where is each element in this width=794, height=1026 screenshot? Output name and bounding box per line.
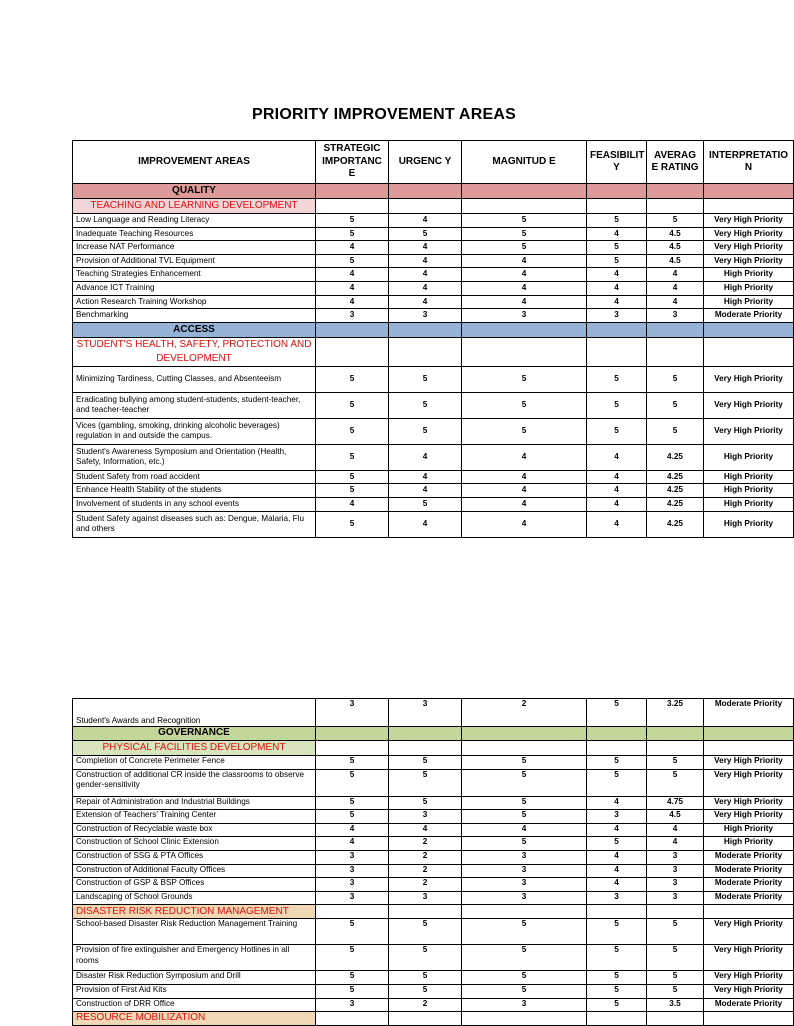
header-row — [73, 141, 794, 184]
interpretation-cell: Very High Priority — [704, 796, 794, 810]
feasibility-cell: 4 — [587, 864, 647, 878]
area-cell: Enhance Health Stability of the students — [73, 484, 316, 498]
strategic-importance-cell: 4 — [316, 837, 389, 851]
average-rating-cell: 4.25 — [647, 484, 704, 498]
urgency-cell: 3 — [389, 810, 462, 824]
area-cell: Student Safety from road accident — [73, 470, 316, 484]
magnitude-cell: 5 — [462, 810, 587, 824]
interpretation-cell: High Priority — [704, 268, 794, 282]
area-cell: Low Language and Reading Literacy — [73, 214, 316, 228]
subsection-drrm: DISASTER RISK REDUCTION MANAGEMENT — [73, 905, 316, 919]
area-cell: Teaching Strategies Enhancement — [73, 268, 316, 282]
header-urgency: URGENC Y — [389, 141, 462, 184]
average-rating-cell: 4.25 — [647, 497, 704, 511]
magnitude-cell: 5 — [462, 392, 587, 418]
feasibility-cell: 5 — [587, 254, 647, 268]
area-cell: Minimizing Tardiness, Cutting Classes, and Absenteeism — [73, 366, 316, 392]
area-cell: Construction of Additional Faculty Offices — [73, 864, 316, 878]
average-rating-cell: 5 — [647, 945, 704, 971]
average-rating-cell: 4 — [647, 295, 704, 309]
average-rating-cell: 5 — [647, 392, 704, 418]
feasibility-cell: 5 — [587, 699, 647, 727]
magnitude-cell: 5 — [462, 945, 587, 971]
average-rating-cell: 5 — [647, 418, 704, 444]
subsection-resource: RESOURCE MOBILIZATION — [73, 1012, 316, 1026]
magnitude-cell: 3 — [462, 850, 587, 864]
interpretation-cell: Moderate Priority — [704, 878, 794, 892]
subsection-teaching: TEACHING AND LEARNING DEVELOPMENT — [73, 199, 316, 214]
interpretation-cell: Very High Priority — [704, 919, 794, 945]
magnitude-cell: 4 — [462, 444, 587, 470]
strategic-importance-cell: 4 — [316, 823, 389, 837]
strategic-importance-cell: 5 — [316, 392, 389, 418]
area-cell: Repair of Administration and Industrial Buildings — [73, 796, 316, 810]
feasibility-cell: 5 — [587, 241, 647, 255]
area-cell: Involvement of students in any school events — [73, 497, 316, 511]
area-cell: Advance ICT Training — [73, 281, 316, 295]
average-rating-cell: 5 — [647, 919, 704, 945]
strategic-importance-cell: 5 — [316, 470, 389, 484]
table-row — [73, 227, 794, 241]
interpretation-cell: High Priority — [704, 444, 794, 470]
table-row — [73, 769, 794, 796]
urgency-cell: 3 — [389, 699, 462, 727]
urgency-cell: 5 — [389, 919, 462, 945]
feasibility-cell: 4 — [587, 295, 647, 309]
magnitude-cell: 4 — [462, 497, 587, 511]
average-rating-cell: 3.5 — [647, 998, 704, 1012]
table-row — [73, 470, 794, 484]
strategic-importance-cell: 3 — [316, 850, 389, 864]
magnitude-cell: 5 — [462, 796, 587, 810]
average-rating-cell: 4 — [647, 837, 704, 851]
average-rating-cell: 3 — [647, 864, 704, 878]
table-row — [73, 998, 794, 1012]
average-rating-cell: 4.5 — [647, 227, 704, 241]
feasibility-cell: 4 — [587, 850, 647, 864]
table-row — [73, 919, 794, 945]
interpretation-cell: Very High Priority — [704, 769, 794, 796]
table-row — [73, 823, 794, 837]
header-magnitude: MAGNITUD E — [462, 141, 587, 184]
subsection-row-teaching — [73, 199, 794, 214]
table-row — [73, 511, 794, 537]
table-row — [73, 971, 794, 985]
strategic-importance-cell: 5 — [316, 769, 389, 796]
strategic-importance-cell: 3 — [316, 878, 389, 892]
urgency-cell: 5 — [389, 756, 462, 770]
average-rating-cell: 3 — [647, 891, 704, 905]
feasibility-cell: 4 — [587, 268, 647, 282]
average-rating-cell: 3 — [647, 309, 704, 323]
table-row — [73, 796, 794, 810]
average-rating-cell: 4.5 — [647, 810, 704, 824]
strategic-importance-cell: 5 — [316, 796, 389, 810]
strategic-importance-cell: 4 — [316, 497, 389, 511]
average-rating-cell: 4.5 — [647, 241, 704, 255]
interpretation-cell: Very High Priority — [704, 756, 794, 770]
average-rating-cell: 4 — [647, 281, 704, 295]
interpretation-cell: High Priority — [704, 497, 794, 511]
interpretation-cell: Very High Priority — [704, 984, 794, 998]
area-cell: Eradicating bullying among student-students, student-teacher, and teacher-teacher — [73, 392, 316, 418]
strategic-importance-cell: 4 — [316, 295, 389, 309]
feasibility-cell: 4 — [587, 878, 647, 892]
urgency-cell: 2 — [389, 837, 462, 851]
area-cell: Student's Awareness Symposium and Orientation (Health, Safety, Information, etc.) — [73, 444, 316, 470]
interpretation-cell: Moderate Priority — [704, 998, 794, 1012]
header-improvement-areas: IMPROVEMENT AREAS — [73, 141, 316, 184]
table-row — [73, 699, 794, 727]
interpretation-cell: Moderate Priority — [704, 309, 794, 323]
interpretation-cell: Moderate Priority — [704, 850, 794, 864]
table-row — [73, 241, 794, 255]
urgency-cell: 2 — [389, 878, 462, 892]
area-cell: Student Safety against diseases such as: Dengue, Malaria, Flu and others — [73, 511, 316, 537]
interpretation-cell: Very High Priority — [704, 366, 794, 392]
table-row — [73, 281, 794, 295]
strategic-importance-cell: 4 — [316, 241, 389, 255]
area-cell: Provision of First Aid Kits — [73, 984, 316, 998]
urgency-cell: 4 — [389, 241, 462, 255]
average-rating-cell: 4.75 — [647, 796, 704, 810]
urgency-cell: 4 — [389, 511, 462, 537]
magnitude-cell: 5 — [462, 919, 587, 945]
urgency-cell: 4 — [389, 254, 462, 268]
area-cell: Construction of DRR Office — [73, 998, 316, 1012]
strategic-importance-cell: 5 — [316, 971, 389, 985]
magnitude-cell: 4 — [462, 254, 587, 268]
feasibility-cell: 5 — [587, 366, 647, 392]
feasibility-cell: 4 — [587, 511, 647, 537]
magnitude-cell: 5 — [462, 366, 587, 392]
strategic-importance-cell: 3 — [316, 699, 389, 727]
subsection-row-resource — [73, 1012, 794, 1026]
magnitude-cell: 2 — [462, 699, 587, 727]
urgency-cell: 4 — [389, 823, 462, 837]
priority-table-page-2 — [72, 698, 794, 1026]
table-row — [73, 810, 794, 824]
magnitude-cell: 4 — [462, 511, 587, 537]
urgency-cell: 5 — [389, 769, 462, 796]
urgency-cell: 4 — [389, 268, 462, 282]
header-average-rating: AVERAG E RATING — [647, 141, 704, 184]
urgency-cell: 4 — [389, 444, 462, 470]
strategic-importance-cell: 5 — [316, 945, 389, 971]
interpretation-cell: High Priority — [704, 837, 794, 851]
area-cell: Landscaping of School Grounds — [73, 891, 316, 905]
urgency-cell: 4 — [389, 470, 462, 484]
table-row — [73, 295, 794, 309]
interpretation-cell: High Priority — [704, 281, 794, 295]
table-row — [73, 392, 794, 418]
section-row-governance — [73, 727, 794, 741]
area-cell: Construction of GSP & BSP Offices — [73, 878, 316, 892]
strategic-importance-cell: 5 — [316, 756, 389, 770]
feasibility-cell: 5 — [587, 418, 647, 444]
feasibility-cell: 5 — [587, 998, 647, 1012]
strategic-importance-cell: 3 — [316, 891, 389, 905]
average-rating-cell: 5 — [647, 366, 704, 392]
interpretation-cell: Very High Priority — [704, 227, 794, 241]
average-rating-cell: 4 — [647, 268, 704, 282]
magnitude-cell: 4 — [462, 268, 587, 282]
magnitude-cell: 4 — [462, 281, 587, 295]
area-cell: Construction of additional CR inside the classrooms to observe gender-sensitivity — [73, 769, 316, 796]
strategic-importance-cell: 5 — [316, 919, 389, 945]
area-cell: Construction of School Clinic Extension — [73, 837, 316, 851]
interpretation-cell: Moderate Priority — [704, 699, 794, 727]
interpretation-cell: Moderate Priority — [704, 864, 794, 878]
magnitude-cell: 5 — [462, 227, 587, 241]
table-row — [73, 484, 794, 498]
average-rating-cell: 5 — [647, 769, 704, 796]
area-cell: Action Research Training Workshop — [73, 295, 316, 309]
table-row — [73, 945, 794, 971]
table-row — [73, 444, 794, 470]
strategic-importance-cell: 5 — [316, 214, 389, 228]
strategic-importance-cell: 5 — [316, 227, 389, 241]
feasibility-cell: 4 — [587, 470, 647, 484]
feasibility-cell: 4 — [587, 796, 647, 810]
urgency-cell: 3 — [389, 891, 462, 905]
urgency-cell: 5 — [389, 497, 462, 511]
feasibility-cell: 3 — [587, 891, 647, 905]
header-interpretation: INTERPRETATIO N — [704, 141, 794, 184]
area-cell: Inadequate Teaching Resources — [73, 227, 316, 241]
feasibility-cell: 4 — [587, 484, 647, 498]
interpretation-cell: Very High Priority — [704, 971, 794, 985]
table-row — [73, 837, 794, 851]
area-cell: Provision of Additional TVL Equipment — [73, 254, 316, 268]
table-row — [73, 891, 794, 905]
header-strategic-importance: STRATEGIC IMPORTANC E — [316, 141, 389, 184]
strategic-importance-cell: 5 — [316, 254, 389, 268]
table-row — [73, 268, 794, 282]
area-cell: Student's Awards and Recognition — [73, 699, 316, 727]
area-cell: Completion of Concrete Perimeter Fence — [73, 756, 316, 770]
urgency-cell: 5 — [389, 366, 462, 392]
urgency-cell: 5 — [389, 984, 462, 998]
strategic-importance-cell: 5 — [316, 984, 389, 998]
table-row — [73, 418, 794, 444]
table-row — [73, 366, 794, 392]
strategic-importance-cell: 5 — [316, 366, 389, 392]
average-rating-cell: 3.25 — [647, 699, 704, 727]
feasibility-cell: 5 — [587, 984, 647, 998]
interpretation-cell: High Priority — [704, 511, 794, 537]
average-rating-cell: 4 — [647, 823, 704, 837]
average-rating-cell: 5 — [647, 971, 704, 985]
average-rating-cell: 5 — [647, 756, 704, 770]
average-rating-cell: 3 — [647, 850, 704, 864]
subsection-row-drrm — [73, 905, 794, 919]
magnitude-cell: 3 — [462, 891, 587, 905]
section-row-access — [73, 322, 794, 337]
feasibility-cell: 4 — [587, 444, 647, 470]
strategic-importance-cell: 5 — [316, 444, 389, 470]
strategic-importance-cell: 5 — [316, 511, 389, 537]
table-row — [73, 214, 794, 228]
feasibility-cell: 5 — [587, 214, 647, 228]
subsection-health: STUDENT'S HEALTH, SAFETY, PROTECTION AND DEVELOPMENT — [73, 337, 316, 366]
average-rating-cell: 3 — [647, 878, 704, 892]
area-cell: Increase NAT Performance — [73, 241, 316, 255]
urgency-cell: 4 — [389, 484, 462, 498]
interpretation-cell: Very High Priority — [704, 810, 794, 824]
strategic-importance-cell: 3 — [316, 309, 389, 323]
interpretation-cell: Very High Priority — [704, 241, 794, 255]
magnitude-cell: 5 — [462, 214, 587, 228]
feasibility-cell: 5 — [587, 837, 647, 851]
interpretation-cell: Very High Priority — [704, 418, 794, 444]
interpretation-cell: High Priority — [704, 295, 794, 309]
urgency-cell: 3 — [389, 309, 462, 323]
subsection-row-health — [73, 337, 794, 366]
subsection-physical: PHYSICAL FACILITIES DEVELOPMENT — [73, 741, 316, 756]
table-row — [73, 756, 794, 770]
feasibility-cell: 4 — [587, 497, 647, 511]
strategic-importance-cell: 3 — [316, 864, 389, 878]
magnitude-cell: 3 — [462, 309, 587, 323]
average-rating-cell: 4.25 — [647, 470, 704, 484]
feasibility-cell: 3 — [587, 309, 647, 323]
urgency-cell: 2 — [389, 864, 462, 878]
section-governance: GOVERNANCE — [73, 727, 316, 741]
magnitude-cell: 5 — [462, 971, 587, 985]
urgency-cell: 2 — [389, 998, 462, 1012]
table-row — [73, 497, 794, 511]
feasibility-cell: 5 — [587, 392, 647, 418]
subsection-row-physical — [73, 741, 794, 756]
strategic-importance-cell: 4 — [316, 268, 389, 282]
interpretation-cell: Very High Priority — [704, 392, 794, 418]
table-row — [73, 850, 794, 864]
area-cell: School-based Disaster Risk Reduction Management Training — [73, 919, 316, 945]
urgency-cell: 5 — [389, 227, 462, 241]
area-cell: Construction of Recyclable waste box — [73, 823, 316, 837]
magnitude-cell: 5 — [462, 984, 587, 998]
area-cell: Provision of fire extinguisher and Emergency Hotlines in all rooms — [73, 945, 316, 971]
average-rating-cell: 4.25 — [647, 511, 704, 537]
feasibility-cell: 5 — [587, 945, 647, 971]
magnitude-cell: 4 — [462, 295, 587, 309]
average-rating-cell: 5 — [647, 984, 704, 998]
average-rating-cell: 5 — [647, 214, 704, 228]
header-feasibility: FEASIBILIT Y — [587, 141, 647, 184]
magnitude-cell: 5 — [462, 837, 587, 851]
urgency-cell: 4 — [389, 295, 462, 309]
area-cell: Disaster Risk Reduction Symposium and Drill — [73, 971, 316, 985]
average-rating-cell: 4.25 — [647, 444, 704, 470]
interpretation-cell: Very High Priority — [704, 945, 794, 971]
strategic-importance-cell: 5 — [316, 418, 389, 444]
section-row-quality — [73, 184, 794, 199]
table-row — [73, 254, 794, 268]
interpretation-cell: Very High Priority — [704, 214, 794, 228]
feasibility-cell: 4 — [587, 227, 647, 241]
strategic-importance-cell: 5 — [316, 810, 389, 824]
interpretation-cell: High Priority — [704, 484, 794, 498]
magnitude-cell: 3 — [462, 878, 587, 892]
priority-table-page-1 — [72, 140, 794, 538]
interpretation-cell: Very High Priority — [704, 254, 794, 268]
urgency-cell: 5 — [389, 945, 462, 971]
feasibility-cell: 5 — [587, 769, 647, 796]
magnitude-cell: 5 — [462, 756, 587, 770]
magnitude-cell: 3 — [462, 864, 587, 878]
area-cell: Construction of SSG & PTA Offices — [73, 850, 316, 864]
interpretation-cell: Moderate Priority — [704, 891, 794, 905]
magnitude-cell: 3 — [462, 998, 587, 1012]
average-rating-cell: 4.5 — [647, 254, 704, 268]
section-access: ACCESS — [73, 322, 316, 337]
table-row — [73, 878, 794, 892]
area-cell: Vices (gambling, smoking, drinking alcoholic beverages) regulation in and outside the campus. — [73, 418, 316, 444]
magnitude-cell: 5 — [462, 241, 587, 255]
urgency-cell: 5 — [389, 796, 462, 810]
urgency-cell: 5 — [389, 392, 462, 418]
interpretation-cell: High Priority — [704, 470, 794, 484]
urgency-cell: 2 — [389, 850, 462, 864]
urgency-cell: 4 — [389, 281, 462, 295]
magnitude-cell: 5 — [462, 418, 587, 444]
section-quality: QUALITY — [73, 184, 316, 199]
urgency-cell: 5 — [389, 971, 462, 985]
strategic-importance-cell: 4 — [316, 281, 389, 295]
urgency-cell: 5 — [389, 418, 462, 444]
feasibility-cell: 3 — [587, 810, 647, 824]
table-row — [73, 864, 794, 878]
feasibility-cell: 4 — [587, 281, 647, 295]
feasibility-cell: 4 — [587, 823, 647, 837]
strategic-importance-cell: 3 — [316, 998, 389, 1012]
magnitude-cell: 4 — [462, 484, 587, 498]
magnitude-cell: 4 — [462, 823, 587, 837]
feasibility-cell: 5 — [587, 971, 647, 985]
table-row — [73, 309, 794, 323]
area-cell: Benchmarking — [73, 309, 316, 323]
feasibility-cell: 5 — [587, 756, 647, 770]
magnitude-cell: 5 — [462, 769, 587, 796]
interpretation-cell: High Priority — [704, 823, 794, 837]
magnitude-cell: 4 — [462, 470, 587, 484]
strategic-importance-cell: 5 — [316, 484, 389, 498]
table-row — [73, 984, 794, 998]
urgency-cell: 4 — [389, 214, 462, 228]
area-cell: Extension of Teachers' Training Center — [73, 810, 316, 824]
page-title: PRIORITY IMPROVEMENT AREAS — [252, 106, 516, 123]
feasibility-cell: 5 — [587, 919, 647, 945]
